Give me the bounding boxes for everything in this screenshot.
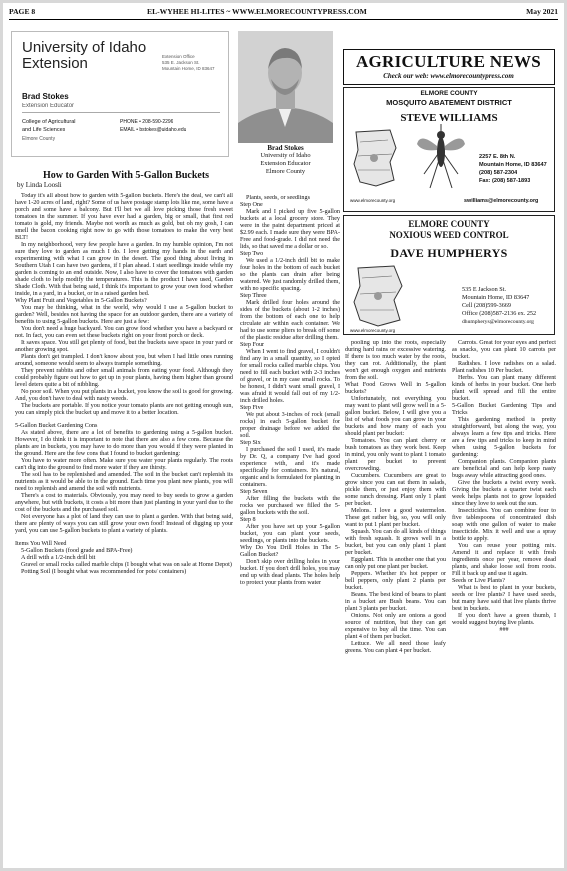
mosquito-abatement-ad bbox=[343, 87, 555, 212]
paragraph: 5-Gallon Bucket Gardening Cons bbox=[15, 423, 98, 429]
paragraph: Peppers. Whether it's hot pepper or bell peppers, only plant 2 plants per bucket. bbox=[345, 571, 446, 591]
paragraph: Carrots. Great for your eyes and perfect as snacks, you can plant 10 carrots per bucket. bbox=[452, 340, 556, 360]
paragraph: Tomatoes. You can plant cherry or bush tomatoes as they work best. Keep in mind, you only want to plant 1 tomato plant per bucket to prevent overcrowding. bbox=[345, 438, 446, 472]
paragraph: Step Six bbox=[240, 440, 261, 446]
weed-email: dhumpherys@elmorecounty.org bbox=[462, 319, 534, 325]
paragraph: Give the buckets a twist every week. Giving the buckets a quarter twist each week helps plants not to grow lopsided since they love to seek out the sun. bbox=[452, 480, 556, 507]
paragraph: Items You Will Need bbox=[15, 541, 67, 547]
article-column-2 bbox=[240, 195, 340, 863]
paragraph: Squash. You can do all kinds of things with fresh squash. It grows well in a bucket, but you can only plant 1 plant per bucket. bbox=[345, 529, 446, 556]
paragraph: Radishes. I love radishes on a salad. Plant radishes 10 Per bucket. bbox=[452, 361, 556, 374]
masthead: EL-WYHEE HI-LITES ~ WWW.ELMORECOUNTYPRESS.COM bbox=[147, 7, 367, 16]
paragraph: We used a 1/2-inch drill bit to make four holes in the bottom of each bucket so the plants can drain after being watered. We just randomly drilled them, with no specific spacing. bbox=[240, 258, 340, 292]
paragraph: Step Seven bbox=[240, 489, 268, 495]
paragraph: Plants, seeds, or seedlings bbox=[246, 195, 310, 201]
weed-control-ad bbox=[343, 215, 555, 335]
paragraph: You can reuse your potting mix. Amend it and replace it with fresh ingredients once per year, remove dead plants, and shake loose soil from roots. Fill it back up and use it again. bbox=[452, 543, 556, 577]
weed-office-phone: Office (208)587-2136 ex. 252 bbox=[462, 310, 537, 317]
paragraph: Mark and I picked up five 5-gallon buckets at a local grocery store. They were in the paint department priced at $2.99 each. I made sure they were BPA-Free and food-grade. I did not need the lids, so that saved me a dollar or so. bbox=[240, 209, 340, 250]
county-map-logo-2 bbox=[350, 264, 408, 328]
article-byline: by Linda Loosli bbox=[17, 181, 62, 189]
paragraph: If you don't have a green thumb, I would suggest buying live plants. bbox=[452, 613, 556, 626]
weed-contact-name: DAVE HUMPHERYS bbox=[390, 246, 508, 260]
mosquito-line1: ELMORE COUNTY bbox=[420, 90, 478, 97]
paragraph: Step 8 bbox=[240, 517, 256, 523]
paragraph: Today it's all about how to garden with 5-gallon buckets. Here's the deal, we can't all have 1-20 acres of land, right? Some of us have postage stamp lots like me, some have a porch and some have a balcony. But I'll bet we all love picking those fresh sweet tomatoes in the summer. If you have ever had a garden, big or small, that first red tomato is gold, my friends. Maybe not worth as much as gold, but oh my gosh, I can smell the bacon cooking right now to go with those tomatoes to make the very best BLT! bbox=[15, 193, 233, 241]
mosquito-web: www.elmorecounty.org bbox=[350, 198, 396, 203]
card-email: EMAIL • bstokes@uidaho.edu bbox=[120, 127, 187, 133]
paragraph: Insecticides. You can combine four to five tablespoons of concentrated dish soap with one gallon of water to make insecticide. Mix it well and use a spray bottle to apply. bbox=[452, 508, 556, 542]
county-map-logo bbox=[350, 128, 402, 190]
paragraph: Potting Soil (I bought what was recommended for pots/ containers) bbox=[21, 569, 187, 575]
paragraph: Why Plant Fruit and Vegetables in 5-Gallon Buckets? bbox=[15, 298, 147, 304]
card-college2: and Life Sciences bbox=[22, 127, 66, 133]
business-card bbox=[11, 31, 229, 157]
caption-line3: Elmore County bbox=[265, 168, 306, 175]
paragraph: Lettuce. We all need those leafy greens. You can plant 4 per bucket. bbox=[345, 641, 446, 654]
paragraph: Gravel or small rocks called marble chips (I bought what was on sale at Home Depot) bbox=[21, 562, 232, 568]
paragraph: Plants don't get trampled. I don't know about you, but when I had little ones running around, someone would seem to always trample something. bbox=[15, 354, 233, 367]
paragraph: They prevent rabbits and other small animals from eating your food. Although they could probably figure out how to get up in your plants, having them higher than ground level deters quite a bit of nibbling. bbox=[15, 368, 233, 388]
portrait-photo bbox=[238, 31, 333, 143]
paragraph: Cucumbers. Cucumbers are great to grow since you can eat them in salads, pickle them, or just enjoy them with some ranch dressing. Plant only 1 plant per bucket. bbox=[345, 473, 446, 507]
card-address1: 535 E. Jackson St. bbox=[162, 60, 200, 65]
paragraph: Beans. The best kind of beans to plant in a bucket are Bush beans. You can plant 3 plants per bucket. bbox=[345, 592, 446, 612]
paragraph: A drill with a 1/2-inch drill bit bbox=[21, 555, 96, 561]
weed-line1: ELMORE COUNTY bbox=[408, 219, 490, 229]
paragraph: Companion plants. Companion plants are beneficial and can help keep nasty bugs away while attracting good ones. bbox=[452, 459, 556, 479]
paragraph: It saves space. You still get plenty of food, but the buckets save space in your yard or another growing spot. bbox=[15, 340, 233, 353]
paragraph: Mark drilled four holes around the sides of the buckets (about 1-2 inches) from the bottom of each one to help circulate air within each container. We had to use some pliers to break off some of the plastic residue after drilling them. bbox=[240, 300, 340, 341]
article-column-3 bbox=[345, 340, 446, 860]
paragraph: After you have set up your 5-gallon bucket, you can plant your seeds, seedlings, or plants into the buckets. bbox=[240, 524, 340, 544]
office-label: Extension Office bbox=[162, 54, 195, 59]
weed-line2: NOXIOUS WEED CONTROL bbox=[389, 230, 509, 240]
header-rule bbox=[9, 19, 558, 20]
paragraph: Step Five bbox=[240, 405, 264, 411]
newspaper-page bbox=[3, 3, 564, 868]
paragraph: Seeds or Live Plants? bbox=[452, 578, 506, 584]
article-column-4 bbox=[452, 340, 556, 860]
paragraph: I purchased the soil I used, it's made by Dr. Q, a company I've had good experience with, and it's made specifically for containers. It's natural, organic and is formulated for planting in containers. bbox=[240, 447, 340, 488]
paragraph: You may be thinking, what in the world, why would I use a 5-gallon bucket to garden? Well, besides not having the space for an outdoor garden, there are a variety of benefits to using 5-gallon buckets. Here are just a few: bbox=[15, 305, 233, 325]
card-title: Extension Educator bbox=[22, 103, 75, 109]
article-column-1 bbox=[15, 193, 233, 863]
weed-city: Mountain Home, ID 83647 bbox=[462, 294, 530, 301]
ag-news-title: AGRICULTURE NEWS bbox=[355, 52, 542, 71]
paragraph: Not everyone has a plot of land they can use to plant a garden. With that being said, there are plenty of ways you can still grow your own food! Instead of digging up your yard, you can use 5-gallon buckets to plant a variety of plants. bbox=[15, 514, 233, 534]
ag-news-sub: Check our web: www.elmorecountypress.com bbox=[383, 72, 514, 80]
weed-address: 535 E Jackson St. bbox=[462, 286, 506, 293]
caption-name: Brad Stokes bbox=[267, 144, 304, 152]
mosquito-city: Mountain Home, ID 83647 bbox=[479, 162, 547, 168]
paragraph: You have to water more often. Make sure you water your plants regularly. The roots can't dig into the ground to find more water if they are thirsty. bbox=[15, 458, 233, 471]
paragraph: The buckets are portable. If you notice your tomato plants are not getting enough sun, you can simply pick the bucket up and move it to a better location. bbox=[15, 403, 233, 416]
paragraph: When I went to find gravel, I couldn't find any in a small quantity, so I opted for small rocks called marble chips. You need to fill each bucket with 2-3 inches of gravel, or in my case small rocks. To be honest, I didn't want small gravel, I was afraid it would fall out of my 1/2-inch drilled holes. bbox=[240, 349, 340, 404]
paragraph: ### bbox=[499, 627, 509, 633]
issue-date: May 2021 bbox=[526, 7, 558, 16]
paragraph: What is best to plant in your buckets, seeds or live plants? I have used seeds, but many have said that live plants thrive best in buckets. bbox=[452, 585, 556, 612]
agriculture-news-banner bbox=[343, 49, 555, 85]
paragraph: 5-Gallon Buckets (food grade and BPA-Free) bbox=[21, 548, 133, 554]
weed-cell: Cell (208)599-3669 bbox=[462, 302, 511, 309]
paragraph: Why Do You Drill Holes in The 5-Gallon Bucket? bbox=[240, 545, 340, 558]
paragraph: After filling the buckets with the rocks we purchased we filled the 5-gallon buckets with the soil. bbox=[240, 496, 340, 516]
card-county: Elmore County bbox=[22, 136, 56, 142]
page-header bbox=[9, 7, 558, 19]
paragraph: Onions. Not only are onions a good source of nutrition, but they can get expensive to buy all the time. You can plant 4 of them per bucket. bbox=[345, 613, 446, 640]
paragraph: We put about 3-inches of rock (small rocks) in each 5-gallon bucket for proper drainage before we added the soil. bbox=[240, 412, 340, 439]
article-title: How to Garden With 5-Gallon Buckets bbox=[43, 170, 210, 181]
weed-web: www.elmorecounty.org bbox=[350, 328, 396, 333]
paragraph: Herbs. You can plant many different kinds of herbs in your bucket. One herb plant will spread and fill the entire bucket. bbox=[452, 375, 556, 402]
paragraph: You don't need a huge backyard. You can grow food whether you have a backyard or not. In fact, you can even set these buckets right on your front porch or deck. bbox=[15, 326, 233, 339]
paragraph: Step Four bbox=[240, 342, 265, 348]
extension-label: Extension bbox=[22, 55, 88, 72]
paragraph: Unfortunately, not everything you may want to plant will grow well in a 5-gallon bucket. Below, I will give you a list of what foods you can grow in your buckets and how many of each you should plant per bucket: bbox=[345, 396, 446, 437]
portrait-image bbox=[238, 31, 333, 143]
card-name: Brad Stokes bbox=[22, 92, 69, 101]
paragraph: The soil has to be replenished and amended. The soil in the bucket can't replenish its nutrients as it would be able to in the ground. Each time you plant new plants, you will need to replenish and amend the soil with nutrients. bbox=[15, 472, 233, 492]
paragraph: This gardening method is pretty straightforward, but along the way, you always learn a few tips and tricks. Here are a few tips and tricks to keep in mind when using 5-gallon buckets for gardening: bbox=[452, 417, 556, 458]
paragraph: There's a cost to materials. Obviously, you may need to buy seeds to grow a garden anywhere, but with buckets, it costs a bit more than just planting in your yard due to the cost of the buckets and the purchased soil. bbox=[15, 493, 233, 513]
university-name: University of Idaho bbox=[22, 39, 147, 56]
card-phone: PHONE • 208-590-2296 bbox=[120, 119, 174, 125]
mosquito-email: swilliams@elmorecounty.org bbox=[464, 198, 539, 204]
card-divider bbox=[22, 112, 220, 113]
paragraph: No poor soil. When you put plants in a bucket, you know the soil is good for growing. And, you don't have to deal with nasty weeds. bbox=[15, 389, 233, 402]
caption-line1: University of Idaho bbox=[260, 152, 311, 159]
mosquito-fax: Fax: (208) 587-1893 bbox=[479, 178, 531, 184]
mosquito-icon bbox=[414, 124, 468, 192]
paragraph: Step Two bbox=[240, 251, 264, 257]
paragraph: Don't skip over drilling holes in your bucket. If you don't drill holes, you may end up with dead plants. The holes help to protect your plants from water bbox=[240, 559, 340, 586]
paragraph: 5-Gallon Bucket Gardening Tips and Tricks bbox=[452, 403, 556, 416]
paragraph: pooling up into the roots, especially during hard rains or excessive watering. If there is too much water by the roots, they can rot. Additionally, the plant won't get enough oxygen and nutrients from the soil. bbox=[345, 340, 446, 381]
mosquito-contact-name: STEVE WILLIAMS bbox=[400, 112, 498, 124]
caption-line2: Extension Educator bbox=[260, 160, 311, 167]
card-college1: College of Agricultural bbox=[22, 119, 76, 125]
mosquito-phone: (208) 587-2304 bbox=[479, 170, 518, 176]
mosquito-line2: MOSQUITO ABATEMENT DISTRICT bbox=[386, 98, 512, 107]
paragraph: What Food Grows Well in 5-gallon buckets? bbox=[345, 382, 446, 395]
card-address2: Mountain Home, ID 83647 bbox=[162, 66, 215, 71]
paragraph: Step Three bbox=[240, 293, 267, 299]
paragraph: In my neighborhood, very few people have a garden. In my humble opinion, I'm not sure they love to garden as much I do. I love getting my hands in the earth and experimenting with what I can grow in the desert. The good thing about living in Southern Utah I can have two gardens, if I plan ahead. I start seedlings inside while my garden is coming to an end outside. Now, I also have to cover the tomatoes with garden shade cloth to help modify the temperatures. This is the product I have used, Garden Shade Cloth. With that being said, I think it's important to grow your own food whether inside, in a yard, in a bucket, or in a raised garden bed. bbox=[15, 242, 233, 297]
paragraph: Step One bbox=[240, 202, 263, 208]
paragraph: Melons. I love a good watermelon. These get rather big, so, you will only want to put 1 plant per bucket. bbox=[345, 508, 446, 528]
paragraph: As stated above, there are a lot of benefits to gardening using a 5-gallon bucket. However, I do think it is important to note that there are also a few cons. Because the plants are in buckets, you may have to do more than you would if they were planted in the ground. Here are the few cons that I found to bucket gardening: bbox=[15, 430, 233, 457]
page-number: PAGE 8 bbox=[9, 7, 36, 16]
paragraph: Eggplant. This is another one that you can only put one plant per bucket. bbox=[345, 557, 446, 570]
mosquito-address: 2257 E. 8th N. bbox=[479, 154, 516, 160]
